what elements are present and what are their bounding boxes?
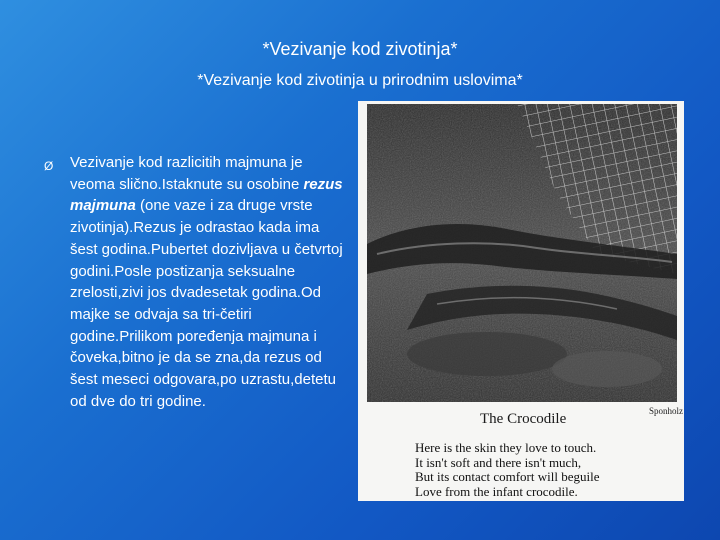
figure-poem	[415, 441, 600, 499]
crocodile-figure	[358, 101, 684, 501]
slide-title: *Vezivanje kod zivotinja*	[262, 39, 458, 59]
poem-line: But its contact comfort will beguile	[415, 469, 600, 484]
poem-line: It isn't soft and there isn't much,	[415, 454, 582, 470]
bullet-arrow-icon: Ø	[44, 159, 54, 173]
poem-line: Love from the infant crocodile.	[415, 483, 578, 499]
bullet-text-part2: (one vaze i za druge vrste zivotinja).Rezus je odrastao kada ima šest godina.Pubertet dozivljava u četvrtoj godini.Posle postizanja seksualne zrelosti,zivi jos dvadesetak godina.Od majke se odvaja sa tri-četiri godine.Prilikom poređenja majmuna i čoveka,bitno je da se zna,da rezus od šest meseci odgovara,po uzrastu,detetu od dve do tri godine.	[70, 197, 343, 410]
figure-credit: Sponholz	[649, 406, 684, 416]
bullet-text-emphasis: rezus majmuna	[70, 175, 343, 215]
poem-line: Here is the skin they love to touch.	[415, 440, 597, 455]
slide-subtitle: *Vezivanje kod zivotinja u prirodnim uslovima*	[197, 72, 523, 89]
crocodile-photo	[367, 104, 677, 402]
bullet-text	[70, 152, 345, 412]
figure-caption-title: The Crocodile	[480, 411, 567, 427]
bullet-text-part1: Vezivanje kod razlicitih majmuna je veoma slično.Istaknute su osobine	[70, 154, 304, 193]
